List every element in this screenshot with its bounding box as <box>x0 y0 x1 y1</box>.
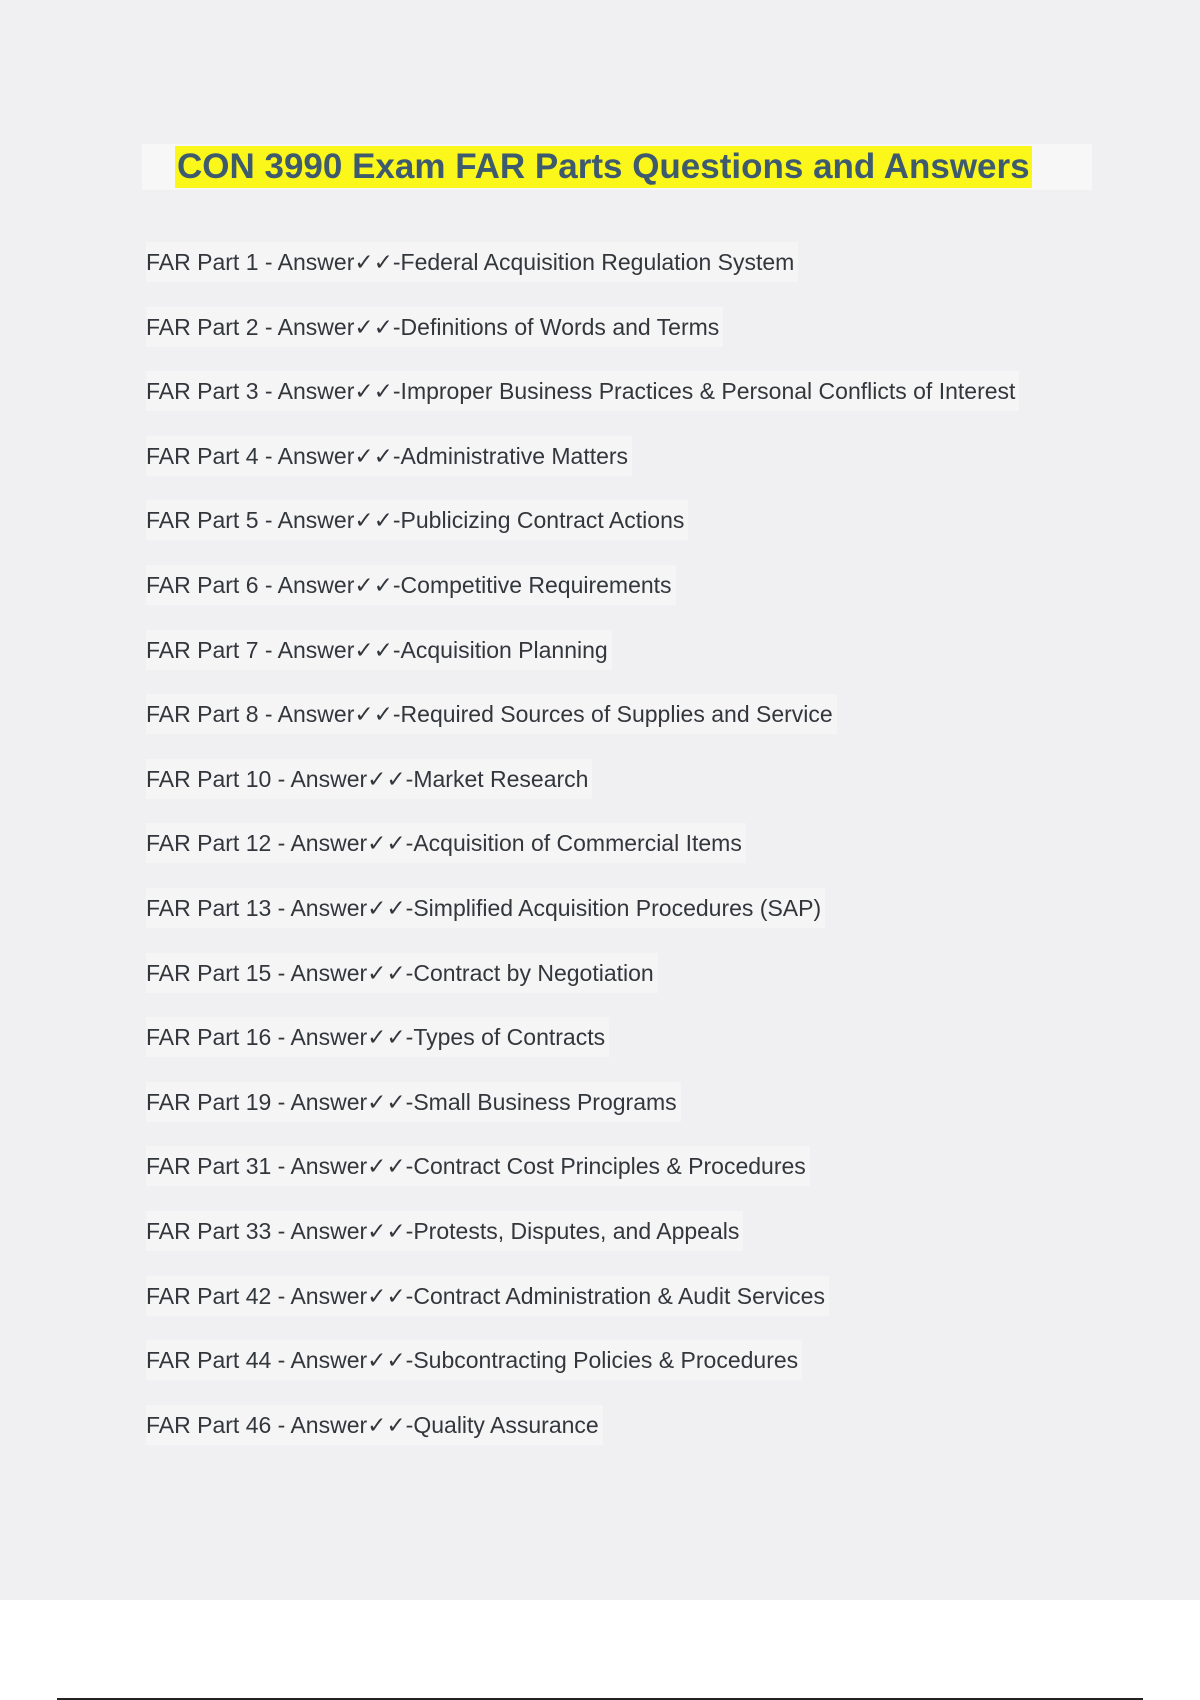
qa-item-text: FAR Part 12 - Answer✓✓-Acquisition of Commercial Items <box>146 823 746 863</box>
qa-item <box>146 1146 1019 1211</box>
qa-item-text: FAR Part 1 - Answer✓✓-Federal Acquisition Regulation System <box>146 242 798 282</box>
qa-item-text: FAR Part 46 - Answer✓✓-Quality Assurance <box>146 1405 603 1445</box>
qa-item <box>146 307 1019 372</box>
qa-item <box>146 1211 1019 1276</box>
qa-item <box>146 1405 1019 1470</box>
document-title: CON 3990 Exam FAR Parts Questions and Answers <box>177 147 1030 186</box>
qa-item <box>146 1017 1019 1082</box>
qa-list <box>146 242 1019 1469</box>
qa-item <box>146 630 1019 695</box>
qa-item <box>146 823 1019 888</box>
qa-item-text: FAR Part 7 - Answer✓✓-Acquisition Planning <box>146 630 612 670</box>
qa-item-text: FAR Part 4 - Answer✓✓-Administrative Matters <box>146 436 632 476</box>
qa-item-text: FAR Part 33 - Answer✓✓-Protests, Disputes, and Appeals <box>146 1211 743 1251</box>
qa-item-text: FAR Part 42 - Answer✓✓-Contract Administration & Audit Services <box>146 1276 829 1316</box>
qa-item-text: FAR Part 10 - Answer✓✓-Market Research <box>146 759 592 799</box>
qa-item-text: FAR Part 16 - Answer✓✓-Types of Contracts <box>146 1017 609 1057</box>
qa-item <box>146 565 1019 630</box>
qa-item <box>146 888 1019 953</box>
qa-item <box>146 1082 1019 1147</box>
qa-item-text: FAR Part 44 - Answer✓✓-Subcontracting Policies & Procedures <box>146 1340 802 1380</box>
qa-item-text: FAR Part 31 - Answer✓✓-Contract Cost Principles & Procedures <box>146 1146 810 1186</box>
qa-item-text: FAR Part 15 - Answer✓✓-Contract by Negotiation <box>146 953 658 993</box>
qa-item-text: FAR Part 5 - Answer✓✓-Publicizing Contract Actions <box>146 500 688 540</box>
qa-item-text: FAR Part 3 - Answer✓✓-Improper Business Practices & Personal Conflicts of Interest <box>146 371 1019 411</box>
qa-item <box>146 1340 1019 1405</box>
qa-item-text: FAR Part 2 - Answer✓✓-Definitions of Words and Terms <box>146 307 723 347</box>
qa-item-text: FAR Part 8 - Answer✓✓-Required Sources of Supplies and Service <box>146 694 837 734</box>
qa-item-text: FAR Part 19 - Answer✓✓-Small Business Programs <box>146 1082 681 1122</box>
qa-item <box>146 759 1019 824</box>
qa-item <box>146 242 1019 307</box>
qa-item <box>146 694 1019 759</box>
qa-item <box>146 1276 1019 1341</box>
qa-item <box>146 500 1019 565</box>
qa-item <box>146 371 1019 436</box>
qa-item <box>146 436 1019 501</box>
qa-item <box>146 953 1019 1018</box>
qa-item-text: FAR Part 6 - Answer✓✓-Competitive Requirements <box>146 565 676 605</box>
qa-item-text: FAR Part 13 - Answer✓✓-Simplified Acquisition Procedures (SAP) <box>146 888 825 928</box>
